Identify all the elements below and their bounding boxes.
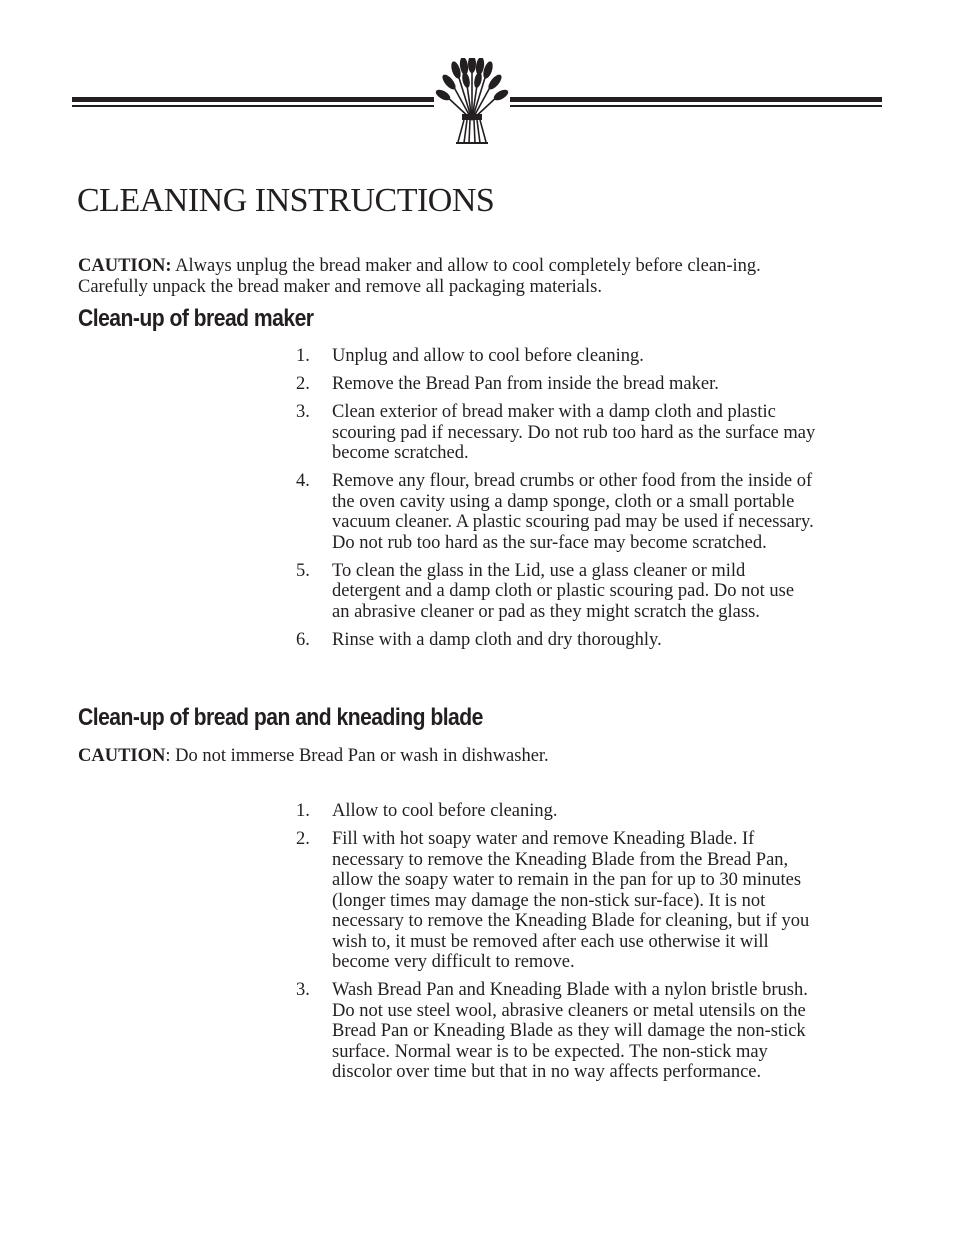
caution-label: CAUTION: — [78, 256, 172, 276]
header-line-left — [72, 97, 434, 107]
step-number: 3. — [296, 402, 310, 422]
list-item — [296, 561, 816, 623]
step-text: Rinse with a damp cloth and dry thoroughly. — [332, 629, 662, 650]
wheat-sheaf-icon — [434, 58, 510, 143]
step-number: 3. — [296, 980, 310, 1000]
header-line-right — [510, 97, 882, 107]
caution-intro — [78, 256, 818, 298]
section-heading-bread-pan: Clean-up of bread pan and kneading blade — [78, 704, 483, 731]
list-item — [296, 374, 816, 395]
list-item — [296, 346, 816, 367]
step-number: 2. — [296, 374, 310, 394]
list-item — [296, 980, 816, 1083]
caution-bread-pan-text: : Do not immerse Bread Pan or wash in dishwasher. — [165, 746, 549, 766]
bread-pan-steps-list — [296, 801, 816, 1090]
list-item — [296, 402, 816, 464]
step-text: Unplug and allow to cool before cleaning. — [332, 346, 644, 366]
step-text: Wash Bread Pan and Kneading Blade with a nylon bristle brush. Do not use steel wool, abrasive cleaners or metal utensils on the Bread Pan or Kneading Blade as they will damage the non-stick surface. Normal wear is to be expected. The non-stick may discolor over time but that in no way affects performance. — [332, 980, 808, 1082]
step-text: Allow to cool before cleaning. — [332, 801, 558, 821]
section-heading-bread-maker: Clean-up of bread maker — [78, 305, 314, 332]
step-number: 2. — [296, 829, 310, 849]
step-number: 6. — [296, 629, 310, 650]
bread-maker-steps-list — [296, 346, 816, 658]
step-text: Fill with hot soapy water and remove Kneading Blade. If necessary to remove the Kneading Blade from the Bread Pan, allow the soapy water to remain in the pan for up to 30 minutes (longer times may damage the non-stick sur-face). It is not necessary to remove the Kneading Blade for cleaning, but if you wish to, it must be removed after each use otherwise it will become very difficult to remove. — [332, 829, 810, 972]
list-item — [296, 471, 816, 553]
header-rule — [72, 58, 882, 148]
caution-bread-pan — [78, 746, 549, 767]
list-item — [296, 630, 816, 651]
step-text: To clean the glass in the Lid, use a glass cleaner or mild detergent and a damp cloth or plastic scouring pad. Do not use an abrasive cleaner or pad as they might scratch the glass. — [332, 560, 795, 622]
step-text: Clean exterior of bread maker with a damp cloth and plastic scouring pad if necessary. Do not rub too hard as the surface may become scratched. — [332, 402, 816, 463]
page-title: CLEANING INSTRUCTIONS — [77, 182, 495, 219]
step-text: Remove any flour, bread crumbs or other food from the inside of the oven cavity using a damp sponge, cloth or a small portable vacuum cleaner. A plastic scouring pad may be used if necessary. Do not rub too hard as the sur-face may become scratched. — [332, 471, 814, 553]
step-text: Remove the Bread Pan from inside the bread maker. — [332, 374, 719, 394]
list-item — [296, 829, 816, 973]
step-number: 1. — [296, 801, 310, 821]
step-number: 1. — [296, 346, 310, 366]
step-number: 4. — [296, 471, 310, 491]
caution-label: CAUTION — [78, 746, 166, 766]
caution-intro-text: Always unplug the bread maker and allow to cool completely before clean-ing. Carefully unpack the bread maker and remove all packaging materials. — [78, 256, 761, 297]
step-number: 5. — [296, 560, 310, 581]
list-item — [296, 801, 816, 822]
